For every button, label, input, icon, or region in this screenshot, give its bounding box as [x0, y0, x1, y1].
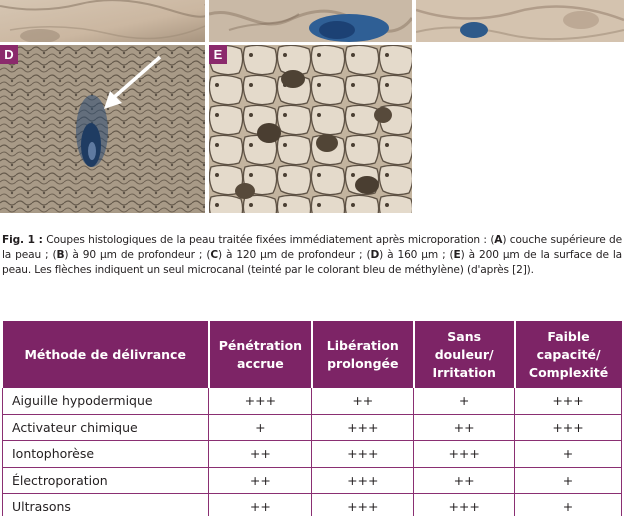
table-row — [3, 441, 622, 467]
cell-complexity: + — [515, 467, 622, 493]
cell-release: +++ — [312, 494, 414, 516]
cell-method: Iontophorèse — [3, 441, 209, 467]
cell-release: ++ — [312, 388, 414, 414]
header-complexity: Faible capacité/ Complexité — [528, 328, 609, 380]
histology-photo-d — [0, 45, 205, 213]
cell-complexity: + — [515, 441, 622, 467]
header-method: Méthode de délivrance — [3, 321, 209, 388]
cell-penetration: ++ — [209, 467, 312, 493]
cell-penetration: + — [209, 414, 312, 440]
table-row — [3, 494, 622, 516]
cell-method: Électroporation — [3, 467, 209, 493]
cell-penetration: +++ — [209, 388, 312, 414]
header-penetration: Pénétration accrue — [209, 321, 312, 388]
cell-penetration: ++ — [209, 494, 312, 516]
table-header-row — [3, 321, 622, 388]
table-row — [3, 467, 622, 493]
delivery-methods-table — [2, 321, 622, 516]
cell-complexity: +++ — [515, 388, 622, 414]
figure-caption: Fig. 1 : Coupes histologiques de la peau traitée fixées immédiatement après microporation : (A) couche supérieure de la peau ; (B) à 90 µm de profondeur ; (C) à 120 µm de profondeur ; (D) à 160 µm ; (E) à 200 µm de la surface de la peau. Les flèches indiquent un seul microcanal (teinté par le colorant bleu de méthylène) (d'après [2]). — [2, 234, 622, 276]
histology-photo-e — [209, 45, 412, 213]
cell-pain: + — [414, 388, 515, 414]
figure-label: Fig. 1 : — [2, 234, 43, 246]
cell-complexity: +++ — [515, 414, 622, 440]
header-pain: Sans douleur/ Irritation — [414, 321, 515, 388]
cell-pain: +++ — [414, 441, 515, 467]
panel-label-e: E — [209, 45, 227, 64]
cell-penetration: ++ — [209, 441, 312, 467]
cell-pain: ++ — [414, 414, 515, 440]
cell-release: +++ — [312, 414, 414, 440]
table-row — [3, 414, 622, 440]
histology-photo-strip-a — [0, 0, 205, 42]
cell-pain: ++ — [414, 467, 515, 493]
cell-release: +++ — [312, 467, 414, 493]
cell-method: Ultrasons — [3, 494, 209, 516]
histology-photo-strip-b — [209, 0, 412, 42]
histology-photo-strip-c — [416, 0, 624, 42]
panel-label-d: D — [0, 45, 18, 64]
cell-pain: +++ — [414, 494, 515, 516]
cell-method: Aiguille hypodermique — [3, 388, 209, 414]
cell-release: +++ — [312, 441, 414, 467]
cell-complexity: + — [515, 494, 622, 516]
header-release: Libération prolongée — [312, 321, 414, 388]
table-row — [3, 388, 622, 414]
cell-method: Activateur chimique — [3, 414, 209, 440]
